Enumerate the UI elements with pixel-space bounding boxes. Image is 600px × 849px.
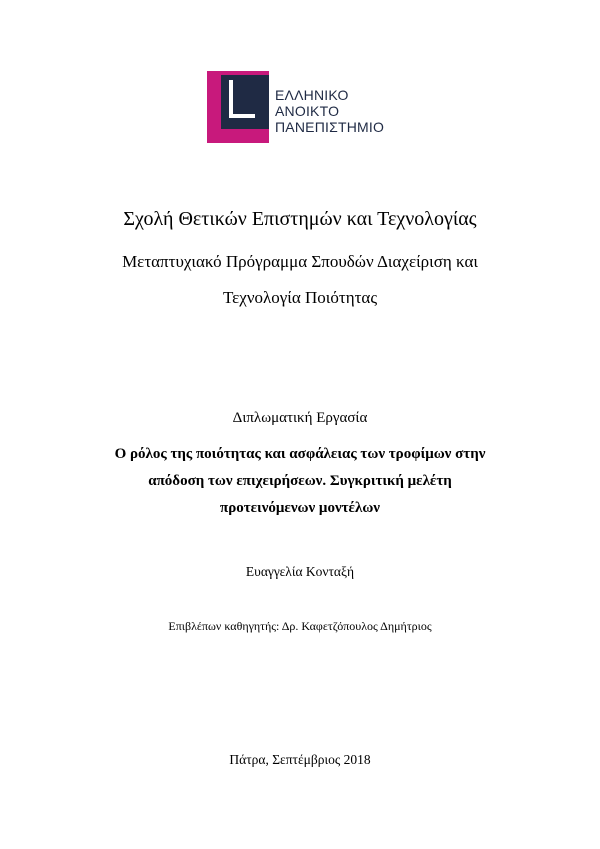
program-name-line-1: Μεταπτυχιακό Πρόγραμμα Σπουδών Διαχείριση και xyxy=(122,252,478,271)
supervisor: Επιβλέπων καθηγητής: Δρ. Καφετζόπουλος Δημήτριος xyxy=(168,619,432,633)
thesis-title-line-2: απόδοση των επιχειρήσεων. Συγκριτική μελέτη xyxy=(148,473,452,489)
thesis-title xyxy=(0,441,600,522)
university-logo xyxy=(207,71,397,143)
logo-line-2: ΑΝΟΙΚΤΟ xyxy=(275,103,340,119)
logo-line-1: ΕΛΛΗΝΙΚΟ xyxy=(275,87,349,103)
thesis-title-line-1: Ο ρόλος της ποιότητας και ασφάλειας των τροφίμων στην xyxy=(114,446,486,462)
logo-line-3: ΠΑΝΕΠΙΣΤΗΜΙΟ xyxy=(275,119,385,135)
program-name-line-2: Τεχνολογία Ποιότητας xyxy=(222,288,378,307)
school-name: Σχολή Θετικών Επιστημών και Τεχνολογίας xyxy=(123,208,477,230)
place-date: Πάτρα, Σεπτέμβριος 2018 xyxy=(229,752,371,767)
thesis-title-line-3: προτεινόμενων μοντέλων xyxy=(219,500,380,516)
thesis-label: Διπλωματική Εργασία xyxy=(232,410,368,426)
logo-mark-icon xyxy=(207,71,269,143)
logo-wordmark xyxy=(275,87,384,135)
author-name: Ευαγγελία Κονταξή xyxy=(245,564,355,579)
